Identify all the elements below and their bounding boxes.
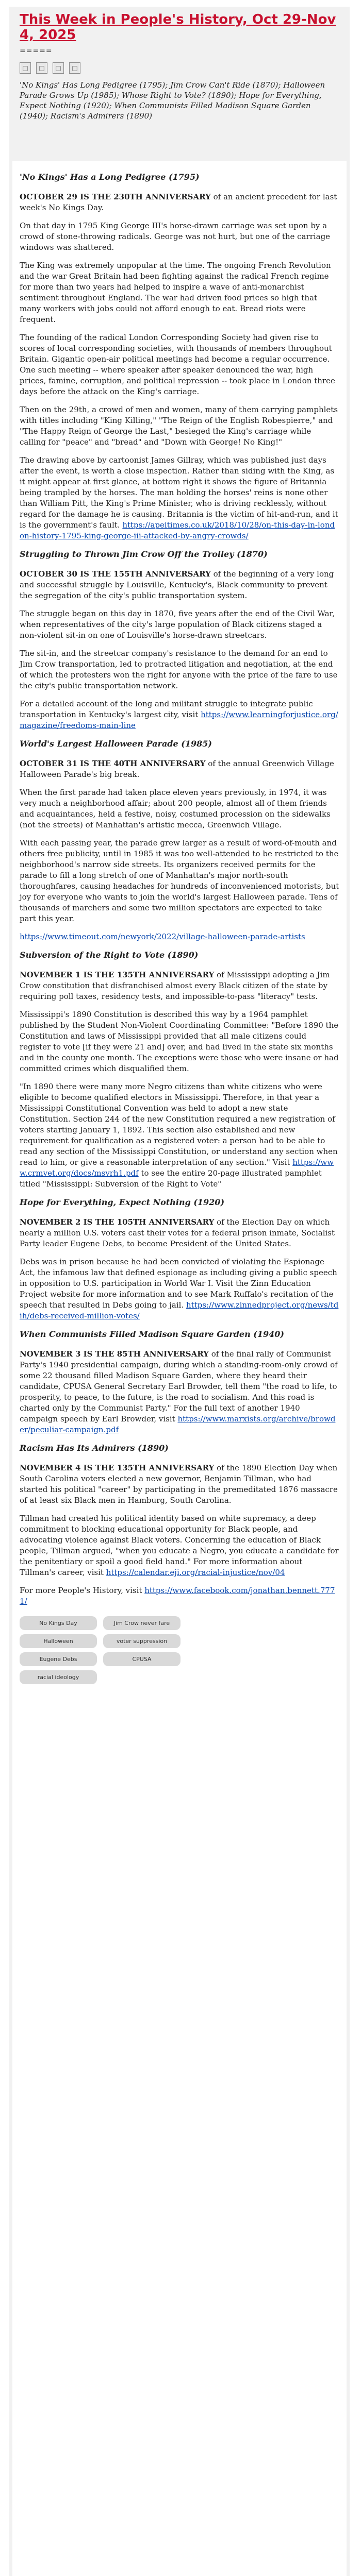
section-no-kings [20,172,339,541]
paragraph [20,1513,339,1578]
source-link[interactable]: https://calendar.eji.org/racial-injustice/nov/04 [106,1568,285,1577]
share-icon-4[interactable]: □ [69,62,80,74]
dateline: NOVEMBER 2 IS THE 105TH ANNIVERSARY [20,1217,215,1227]
section-intro [20,192,339,213]
intro-text: of the Election Day on which nearly a million U.S. voters cast their votes for a federal prison inmate, Socialist Party leader Eugene Debs, to become President of the United States. [20,1217,335,1248]
page-title[interactable]: This Week in People's History, Oct 29-Nov 4, 2025 [20,12,336,43]
dateline: OCTOBER 31 IS THE 40TH ANNIVERSARY [20,759,206,768]
section-title: When Communists Filled Madison Square Garden (1940) [20,1329,284,1339]
paragraph: The struggle began on this day in 1870, five years after the end of the Civil War, when representatives of the city's large population of Black citizens staged a non-violent sit-in on one of Louisville's horse-drawn streetcars. [20,609,335,640]
dateline: NOVEMBER 4 IS THE 135TH ANNIVERSARY [20,1463,215,1472]
section-title: World's Largest Halloween Parade (1985) [20,739,212,749]
link-tail-text: to see the entire 20-page illustrated pamphlet titled "Mississippi: Subversion of the Right to Vote" [20,1168,322,1189]
paragraph: On that day in 1795 King George III's horse-drawn carriage was set upon by a crowd of stone-throwing radicals. George was not hurt, but one of the carriage windows was shattered. [20,221,331,252]
section-title: Hope for Everything, Expect Nothing (1920) [20,1197,225,1207]
tag-racial-ideology[interactable]: racial ideology [20,1670,97,1684]
paragraph: When the first parade had taken place eleven years previously, in 1974, it was very much a neighborhood affair; about 200 people, almost all of them friends and acquaintances, held a festive, noisy, costumed procession on the sidewalks (not the streets) of Manhattan's artistic mecca, Greenwich Village. [20,788,331,829]
section-intro [20,1349,339,1435]
paragraph [20,1257,339,1321]
section-debs [20,1197,339,1321]
dateline: NOVEMBER 1 IS THE 135TH ANNIVERSARY [20,970,215,979]
paragraph-text: For a detailed account of the long and militant struggle to integrate public transportation in Kentucky's largest city, visit [20,699,313,719]
intro-text: of the 1890 Election Day when South Carolina voters elected a new governor, Benjamin Tillman, who had started his political "career" by participating in the premeditated 1876 massacre of at least six Black men in Hamburg, South Carolina. [20,1463,338,1505]
paragraph: Then on the 29th, a crowd of men and women, many of them carrying pamphlets with titles including "King Killing," "The Reign of the English Robespierre," and "The Happy Reign of George the Last," besieged the King's carriage while calling for "peace" and "bread" and "Down with George! No King!" [20,405,338,447]
header [9,7,350,161]
paragraph: The founding of the radical London Corresponding Society had given rise to scores of local corresponding societies, with thousands of members throughout Britain. Gigantic open-air political meetings had become a regular occurrence. One such meeting -- where speaker after speaker denounced the war, high prices, famine, corruption, and political repression -- took place in London three days before the attack on the King's carriage. [20,333,335,396]
share-icons-row [20,62,339,74]
share-icon-2[interactable]: □ [36,62,47,74]
paragraph: With each passing year, the parade grew larger as a result of word-of-mouth and others free publicity, until in 1985 it was too well-attended to be restricted to the neighborhood's narrow side streets. Its organizers received permits for the parade to fill a long stretch of one of Manhattan's major north-south thoroughfares, causing headaches for hundreds of inconvenienced motorists, but joy for everyone who wants to join the world's largest Halloween parade. Tens of thousands of marchers and some two million spectators are expected to take part this year. [20,838,339,923]
article-content [12,161,347,2576]
paragraph: The sit-in, and the streetcar company's resistance to the demand for an end to Jim Crow transportation, led to protracted litigation and negotiation, at the end of which the protesters won the right for anyone with the price of the fare to use the city's public transportation network. [20,649,338,690]
dateline: OCTOBER 30 IS THE 155TH ANNIVERSARY [20,569,211,579]
section-title: Struggling to Thrown Jim Crow Off the Trolley (1870) [20,549,268,559]
section-halloween-parade [20,738,339,942]
section-right-to-vote [20,950,339,1190]
source-link[interactable]: https://www.zinnedproject.org/news/tdih/debs-received-million-votes/ [20,1300,339,1320]
paragraph [20,1081,339,1190]
section-intro [20,758,339,780]
paragraph-text: For more People's History, visit [20,1586,142,1595]
intro-text: of Mississippi adopting a Jim Crow constitution that disfranchised almost every Black citizen of the state by requiring poll taxes, residency tests, and impossible-to-pass "literacy" tests. [20,970,330,1001]
paragraph [20,455,339,541]
section-intro [20,970,339,1002]
section-intro [20,1217,339,1249]
facebook-link[interactable]: https://www.facebook.com/jonathan.bennett.7771/ [20,1586,335,1606]
issue-summary: 'No Kings' Has Long Pedigree (1795); Jim Crow Can't Ride (1870); Halloween Parade Grows Up (1985); Whose Right to Vote? (1890); Hope for Everything, Expect Nothing (1920); When Communists Filled Madison Square Garden (1940); Racism's Admirers (1890) [20,80,325,121]
section-intro [20,569,339,601]
intro-text: of an ancient precedent for last week's No Kings Day. [20,192,337,212]
paragraph-text: "In 1890 there were many more Negro citizens than white citizens who were eligible to become qualified electors in Mississippi. Therefore, in that year a Mississippi Constitutional Convention was held to adopt a new state Constitution. Section 244 of the new Constitution required a new registration of voters starting January 1, 1892. This section also established and new requirement for qualification as a registered voter: a person had to be able to read any section of the Mississippi Constitution, or understand any section when read to him, or give a reasonable interpretation of any section." Visit [20,1082,338,1167]
tag-eugene-debs[interactable]: Eugene Debs [20,1652,97,1666]
section-title: 'No Kings' Has a Long Pedigree (1795) [20,172,200,182]
section-jim-crow-trolley [20,549,339,731]
paragraph-text: The drawing above by cartoonist James Gillray, which was published just days after the event, is worth a close inspection. Rather than siding with the King, as it might appear at first glance, at bottom right it shows the figure of Britannia being trampled by the horses. The man holding the horses' reins is none other than William Pitt, the King's Prime Minister, who is driving recklessly, without regard for the damage he is causing. Britannia is the victim of hit-and-run, and it is the government's fault. [20,455,338,530]
paragraph-text: Debs was in prison because he had been convicted of violating the Espionage Act, the infamous law that defined espionage as including giving a public speech in opposition to U.S. participation in World War I. Visit the Zinn Education Project website for more information and to see Mark Ruffalo's recitation of the speech that resulted in Debs going to jail. [20,1257,337,1310]
source-link[interactable]: https://www.timeout.com/newyork/2022/village-halloween-parade-artists [20,932,305,941]
intro-text: of the beginning of a very long and successful struggle by Louisville, Kentucky's, Black community to prevent the segregation of the city's public transportation system. [20,569,334,600]
dateline: OCTOBER 29 IS THE 230TH ANNIVERSARY [20,192,211,201]
paragraph [20,1585,339,1607]
section-racism-admirers [20,1443,339,1607]
tag-no-kings-day[interactable]: No Kings Day [20,1616,97,1630]
source-link[interactable]: https://www.marxists.org/archive/browder/peculiar-campaign.pdf [20,1414,336,1434]
section-title: Racism Has Its Admirers (1890) [20,1443,169,1453]
source-link[interactable]: https://www.crmvet.org/docs/msvrh1.pdf [20,1158,334,1178]
source-link[interactable]: https://www.learningforjustice.org/magazine/freedoms-main-line [20,710,338,730]
paragraph: The King was extremely unpopular at the time. The ongoing French Revolution and the war Great Britain had been fighting against the radical French regime for more than two years had helped to inspire a wave of anti-monarchist sentiment throughout England. The war had driven food prices so high that many workers with jobs could not afford enough to eat. Bread riots were frequent. [20,261,331,324]
paragraph [20,931,339,942]
tag-halloween[interactable]: Halloween [20,1634,97,1648]
source-link[interactable]: https://apeitimes.co.uk/2018/10/28/on-this-day-in-london-history-1795-king-george-iii-attacked-by-angry-crowds/ [20,520,335,540]
section-communists-msg [20,1329,339,1435]
tag-list [20,1616,221,1684]
share-icon-1[interactable]: □ [20,62,31,74]
newsletter-container [9,7,350,2576]
tag-voter-suppression[interactable]: voter suppression [103,1634,180,1648]
section-intro [20,1463,339,1506]
tag-jim-crow[interactable]: Jim Crow never fare [103,1616,180,1630]
paragraph: Mississippi's 1890 Constitution is described this way by a 1964 pamphlet published by the Student Non-Violent Coordinating Committee: "Before 1890 the Constitution and laws of Mississippi provided that all male citizens could register to vote [if they were 21 and] over, and had lived in the state six months and in the county one month. The exceptions were those who were insane or had committed crimes which disqualified them. [20,1010,339,1073]
share-icon-3[interactable]: □ [53,62,64,74]
intro-text: of the final rally of Communist Party's 1940 presidential campaign, during which a standing-room-only crowd of some 22 thousand filled Madison Square Garden, where they heard their candidate, CPUSA General Secretary Earl Browder, tell them "the road to life, to prosperity, to peace, to the future, is the road to socialism. And this road is charted only by the Communist Party." For the full text of another 1940 campaign speech by Earl Browder, visit [20,1349,338,1423]
intro-text: of the annual Greenwich Village Halloween Parade's big break. [20,759,334,779]
paragraph [20,699,339,731]
section-title: Subversion of the Right to Vote (1890) [20,950,199,960]
title-divider: ===== [20,47,53,55]
tag-cpusa[interactable]: CPUSA [103,1652,180,1666]
paragraph-text: Tillman had created his political identity based on white supremacy, a deep commitment to blocking educational opportunity for Black people, and advocating violence against Black voters. Concerning the education of Black people, Tillman argued, "when you educate a Negro, you educate a candidate for the penitentiary or spoil a good field hand." For more information about Tillman's career, visit [20,1514,339,1577]
dateline: NOVEMBER 3 IS THE 85TH ANNIVERSARY [20,1349,209,1359]
